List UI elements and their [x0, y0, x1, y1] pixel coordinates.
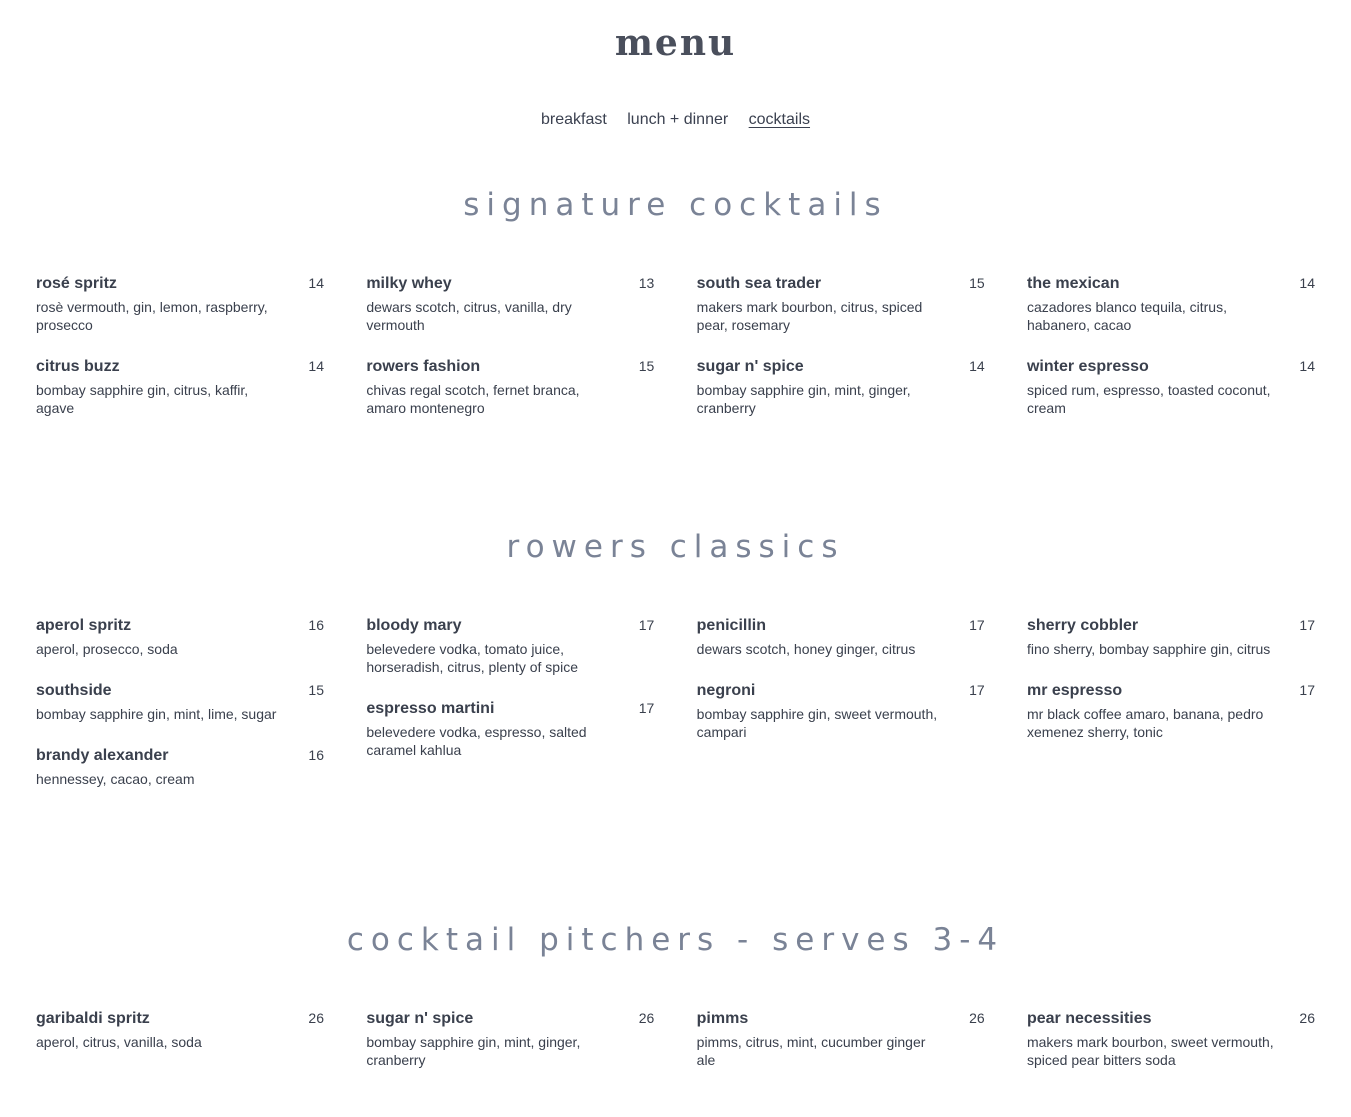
item-description: belevedere vodka, espresso, salted caramel kahlua: [366, 724, 587, 758]
item-description: dewars scotch, citrus, vanilla, dry vermouth: [366, 299, 572, 333]
menu-item: [1027, 1010, 1316, 1069]
rowers-classics-grid: [36, 617, 1316, 812]
item-name: sugar n' spice: [366, 1010, 474, 1027]
menu-item: [697, 617, 986, 658]
item-name: bloody mary: [366, 617, 462, 634]
menu-item: [366, 358, 655, 417]
item-name: pimms: [696, 1010, 749, 1027]
item-name: rosé spritz: [36, 275, 117, 292]
item-name: winter espresso: [1026, 358, 1149, 375]
item-name: pear necessities: [1026, 1010, 1152, 1027]
menu-item: [366, 617, 655, 676]
menu-item: [36, 682, 325, 723]
menu-item: [1027, 682, 1316, 741]
item-description: bombay sapphire gin, mint, ginger, cranberry: [366, 1034, 581, 1068]
menu-item: [697, 1010, 986, 1069]
item-name: aperol spritz: [36, 617, 132, 634]
item-name: penicillin: [696, 617, 766, 634]
item-price: 15: [308, 682, 324, 698]
item-description: bombay sapphire gin, mint, lime, sugar: [36, 706, 277, 722]
menu-column: [36, 617, 325, 812]
item-description: chivas regal scotch, fernet branca, amaro montenegro: [366, 382, 580, 416]
item-description: makers mark bourbon, sweet vermouth, spiced pear bitters soda: [1026, 1034, 1274, 1068]
item-name: sherry cobbler: [1026, 617, 1139, 634]
menu-item: [36, 617, 325, 658]
menu-item: [1027, 358, 1316, 417]
menu-item: [697, 275, 986, 334]
item-description: bombay sapphire gin, sweet vermouth, campari: [696, 706, 938, 740]
item-price: 26: [308, 1010, 324, 1026]
tab-cocktails[interactable]: cocktails: [748, 111, 811, 128]
item-price: 26: [969, 1010, 985, 1026]
item-price: 26: [638, 1010, 655, 1026]
item-name: espresso martini: [366, 700, 495, 717]
menu-item: [366, 700, 655, 759]
tab-lunch-dinner[interactable]: lunch + dinner: [627, 111, 729, 128]
item-price: 15: [638, 358, 655, 374]
menu-column: [36, 1010, 325, 1093]
item-price: 17: [1299, 617, 1315, 633]
menu-column: [366, 275, 655, 441]
item-name: south sea trader: [696, 275, 822, 292]
item-price: 17: [638, 617, 655, 633]
item-description: fino sherry, bombay sapphire gin, citrus: [1026, 641, 1271, 657]
item-description: dewars scotch, honey ginger, citrus: [696, 641, 916, 657]
signature-cocktails-grid: [36, 275, 1316, 441]
menu-nav: [0, 111, 1351, 129]
menu-column: [1027, 275, 1316, 441]
item-description: cazadores blanco tequila, citrus, habanero, cacao: [1026, 299, 1227, 333]
menu-column: [1027, 1010, 1316, 1093]
menu-item: [36, 747, 325, 788]
menu-item: [36, 275, 325, 334]
item-description: pimms, citrus, mint, cucumber ginger ale: [696, 1034, 926, 1068]
menu-column: [1027, 617, 1316, 812]
cocktail-pitchers-grid: [36, 1010, 1316, 1093]
item-description: rosè vermouth, gin, lemon, raspberry, prosecco: [36, 299, 268, 333]
item-description: makers mark bourbon, citrus, spiced pear, rosemary: [696, 299, 923, 333]
item-price: 14: [308, 358, 324, 374]
item-name: the mexican: [1026, 275, 1120, 292]
item-price: 15: [969, 275, 985, 291]
item-description: bombay sapphire gin, mint, ginger, cranberry: [696, 382, 911, 416]
item-price: 17: [969, 682, 985, 698]
item-price: 13: [638, 275, 655, 291]
item-price: 14: [1299, 275, 1315, 291]
item-name: sugar n' spice: [696, 358, 804, 375]
tab-breakfast[interactable]: breakfast: [540, 111, 607, 128]
item-name: negroni: [696, 682, 756, 699]
menu-item: [1027, 275, 1316, 334]
item-description: bombay sapphire gin, citrus, kaffir, agave: [36, 382, 249, 416]
item-name: southside: [36, 682, 112, 699]
item-description: mr black coffee amaro, banana, pedro xemenez sherry, tonic: [1026, 706, 1264, 740]
item-price: 16: [308, 617, 324, 633]
menu-column: [36, 275, 325, 441]
menu-column: [697, 617, 986, 812]
section-title-rowers-classics: rowers classics: [506, 529, 845, 565]
menu-item: [36, 358, 325, 417]
section-title-signature-cocktails: signature cocktails: [463, 187, 888, 223]
item-price: 14: [969, 358, 985, 374]
menu-column: [366, 1010, 655, 1093]
item-price: 17: [1299, 682, 1315, 698]
item-name: milky whey: [366, 275, 452, 292]
item-description: belevedere vodka, tomato juice, horseradish, citrus, plenty of spice: [366, 641, 578, 675]
menu-item: [366, 1010, 655, 1069]
item-name: brandy alexander: [36, 747, 169, 764]
menu-item: [36, 1010, 325, 1051]
section-title-cocktail-pitchers: cocktail pitchers - serves 3-4: [346, 922, 1005, 958]
item-description: hennessey, cacao, cream: [36, 771, 195, 787]
item-description: aperol, prosecco, soda: [36, 641, 178, 657]
item-name: garibaldi spritz: [36, 1010, 150, 1027]
menu-column: [697, 275, 986, 441]
item-name: mr espresso: [1026, 682, 1123, 699]
item-price: 17: [969, 617, 985, 633]
menu-item: [697, 358, 986, 417]
item-description: aperol, citrus, vanilla, soda: [36, 1034, 202, 1050]
menu-column: [366, 617, 655, 812]
menu-item: [697, 682, 986, 741]
item-price: 14: [308, 275, 324, 291]
item-price: 17: [638, 700, 655, 716]
menu-item: [366, 275, 655, 334]
menu-column: [697, 1010, 986, 1093]
item-price: 16: [308, 747, 324, 763]
item-price: 14: [1299, 358, 1315, 374]
item-price: 26: [1299, 1010, 1315, 1026]
menu-item: [1027, 617, 1316, 658]
item-description: spiced rum, espresso, toasted coconut, cream: [1026, 382, 1271, 416]
item-name: rowers fashion: [366, 358, 481, 375]
item-name: citrus buzz: [36, 358, 120, 375]
page-title: menu: [614, 22, 737, 64]
